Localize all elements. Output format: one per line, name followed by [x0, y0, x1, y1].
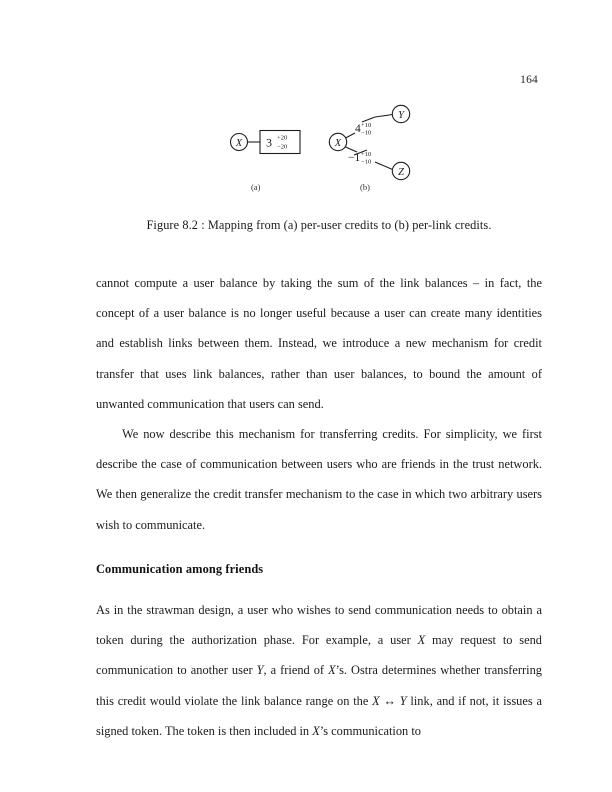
- body-text: [96, 268, 542, 746]
- panel-b-edge-xy-upper: +10: [361, 122, 372, 129]
- figure-subcaptions: [96, 182, 542, 196]
- paragraph-2: We now describe this mechanism for transferring credits. For simplicity, we first describe the case of communication between users who are friends in the trust network. We then generalize the credit transfer mechanism to the case in which two arbitrary users wish to communicate.: [96, 427, 542, 532]
- math-var-x-1: X: [417, 633, 426, 648]
- math-var-x-3: X: [312, 723, 320, 738]
- section-heading: Communication among friends: [96, 561, 264, 576]
- page-number: 164: [520, 74, 538, 86]
- math-var-x-2: X: [328, 663, 336, 678]
- figure-caption-text: Figure 8.2 : Mapping from (a) per-user credits to (b) per-link credits.: [146, 218, 492, 232]
- paragraph-3-segment-3: , a friend of: [263, 663, 329, 678]
- panel-b-node-z-label: Z: [398, 167, 404, 178]
- figure-subcaption-a: (a): [251, 182, 261, 192]
- panel-b-node-x-label: X: [334, 138, 342, 149]
- spacer-before-heading: [96, 540, 542, 554]
- spacer-after-heading: [96, 584, 542, 595]
- panel-a-box-lower: −20: [277, 143, 288, 151]
- panel-b-edge-xz-value: −1: [348, 152, 361, 164]
- panel-a-box-upper: +20: [277, 134, 288, 142]
- paragraph-3-segment-1: As in the strawman design, a user who wishes to send communication needs to obtain a token during the authorization phase. For example, a user: [96, 603, 542, 648]
- panel-b-edge-xz-lower: −10: [361, 158, 372, 166]
- math-var-y-1: Y: [256, 663, 264, 678]
- paragraph-3-segment-4: ’s. Ostra determines whether transferring this credit would violate the link balance range on the: [96, 663, 542, 708]
- paragraph-3-segment-6: ’s communication to: [319, 723, 421, 738]
- panel-b-edge-xy-value: 4: [355, 123, 361, 135]
- panel-a-node-x-label: X: [235, 138, 243, 149]
- math-expr-x-link-y: X ↔ Y: [372, 693, 407, 708]
- panel-b-edge-xz-lower-seg: [375, 162, 393, 170]
- figure-caption: [96, 218, 542, 233]
- panel-b-edge-xy-lower: −10: [361, 129, 372, 137]
- paragraph-3: [96, 595, 542, 746]
- paragraph-3-segment-5: link, and if not, it issues a signed token. The token is then included in: [96, 693, 542, 738]
- panel-b-edge-xz-upper: +10: [361, 151, 372, 158]
- panel-b-edge-xy-lower-seg: [346, 133, 356, 138]
- panel-b-edge-xy-upper-seg: [375, 115, 393, 118]
- paragraph-1: cannot compute a user balance by taking the sum of the link balances – in fact, the concept of a user balance is no longer useful because a user can create many identities and establish links between them. Instead, we introduce a new mechanism for credit transfer that uses link balances, rather than user balances, to bound the amount of unwanted communication that users can send.: [96, 276, 542, 411]
- panel-a-box-value: 3: [266, 135, 272, 150]
- panel-b-node-y-label: Y: [398, 110, 404, 121]
- figure-subcaption-b: (b): [360, 182, 370, 192]
- paragraph-3-segment-2: may request to send communication to another user: [96, 633, 542, 678]
